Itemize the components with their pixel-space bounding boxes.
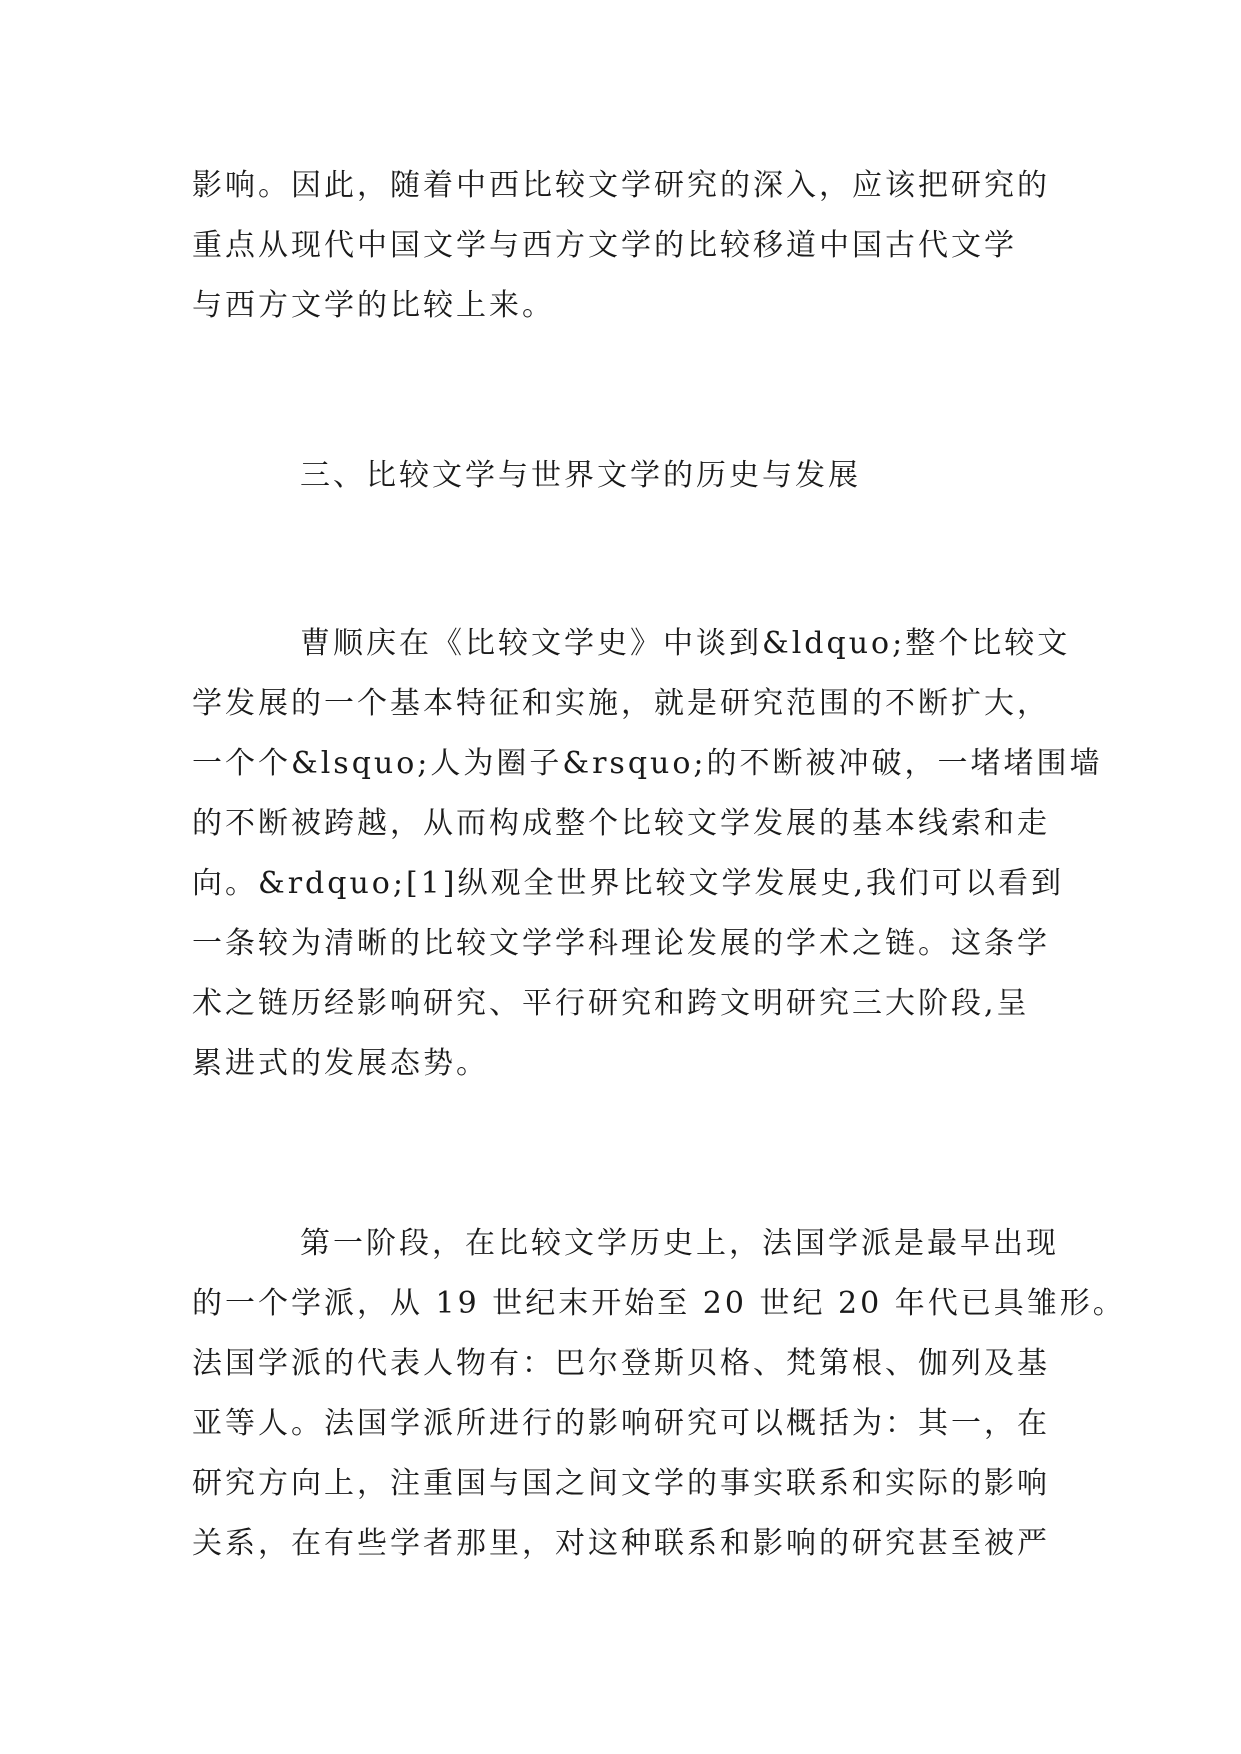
text-line: 重点从现代中国文学与西方文学的比较移道中国古代文学 (192, 228, 1017, 263)
text-line: 影响。因此，随着中西比较文学研究的深入，应该把研究的 (192, 168, 1050, 203)
text-line: 亚等人。法国学派所进行的影响研究可以概括为：其一，在 (192, 1406, 1050, 1441)
paragraph-first-stage (192, 1214, 1126, 1574)
section-heading (192, 446, 1052, 506)
text-line: 一个个&lsquo;人为圈子&rsquo;的不断被冲破，一堵堵围墙 (192, 746, 1103, 781)
text-line: 的一个学派，从 19 世纪末开始至 20 世纪 20 年代已具雏形。 (192, 1286, 1126, 1321)
text-line: 与西方文学的比较上来。 (192, 288, 555, 323)
text-line: 术之链历经影响研究、平行研究和跨文明研究三大阶段,呈 (192, 986, 1030, 1021)
heading-text: 三、比较文学与世界文学的历史与发展 (300, 458, 861, 493)
text-line: 法国学派的代表人物有：巴尔登斯贝格、梵第根、伽列及基 (192, 1346, 1050, 1381)
paragraph-history (192, 614, 1103, 1094)
text-line: 研究方向上，注重国与国之间文学的事实联系和实际的影响 (192, 1466, 1050, 1501)
text-line: 曹顺庆在《比较文学史》中谈到&ldquo;整个比较文 (300, 626, 1071, 661)
text-line: 第一阶段，在比较文学历史上，法国学派是最早出现 (300, 1226, 1059, 1261)
text-line: 一条较为清晰的比较文学学科理论发展的学术之链。这条学 (192, 926, 1050, 961)
text-line: 的不断被跨越，从而构成整个比较文学发展的基本线索和走 (192, 806, 1050, 841)
text-line: 学发展的一个基本特征和实施，就是研究范围的不断扩大， (192, 686, 1050, 721)
text-line: 关系，在有些学者那里，对这种联系和影响的研究甚至被严 (192, 1526, 1050, 1561)
text-line: 累进式的发展态势。 (192, 1046, 489, 1081)
text-line: 向。&rdquo;[1]纵观全世界比较文学发展史,我们可以看到 (192, 866, 1064, 901)
paragraph-continuation (192, 156, 1052, 336)
